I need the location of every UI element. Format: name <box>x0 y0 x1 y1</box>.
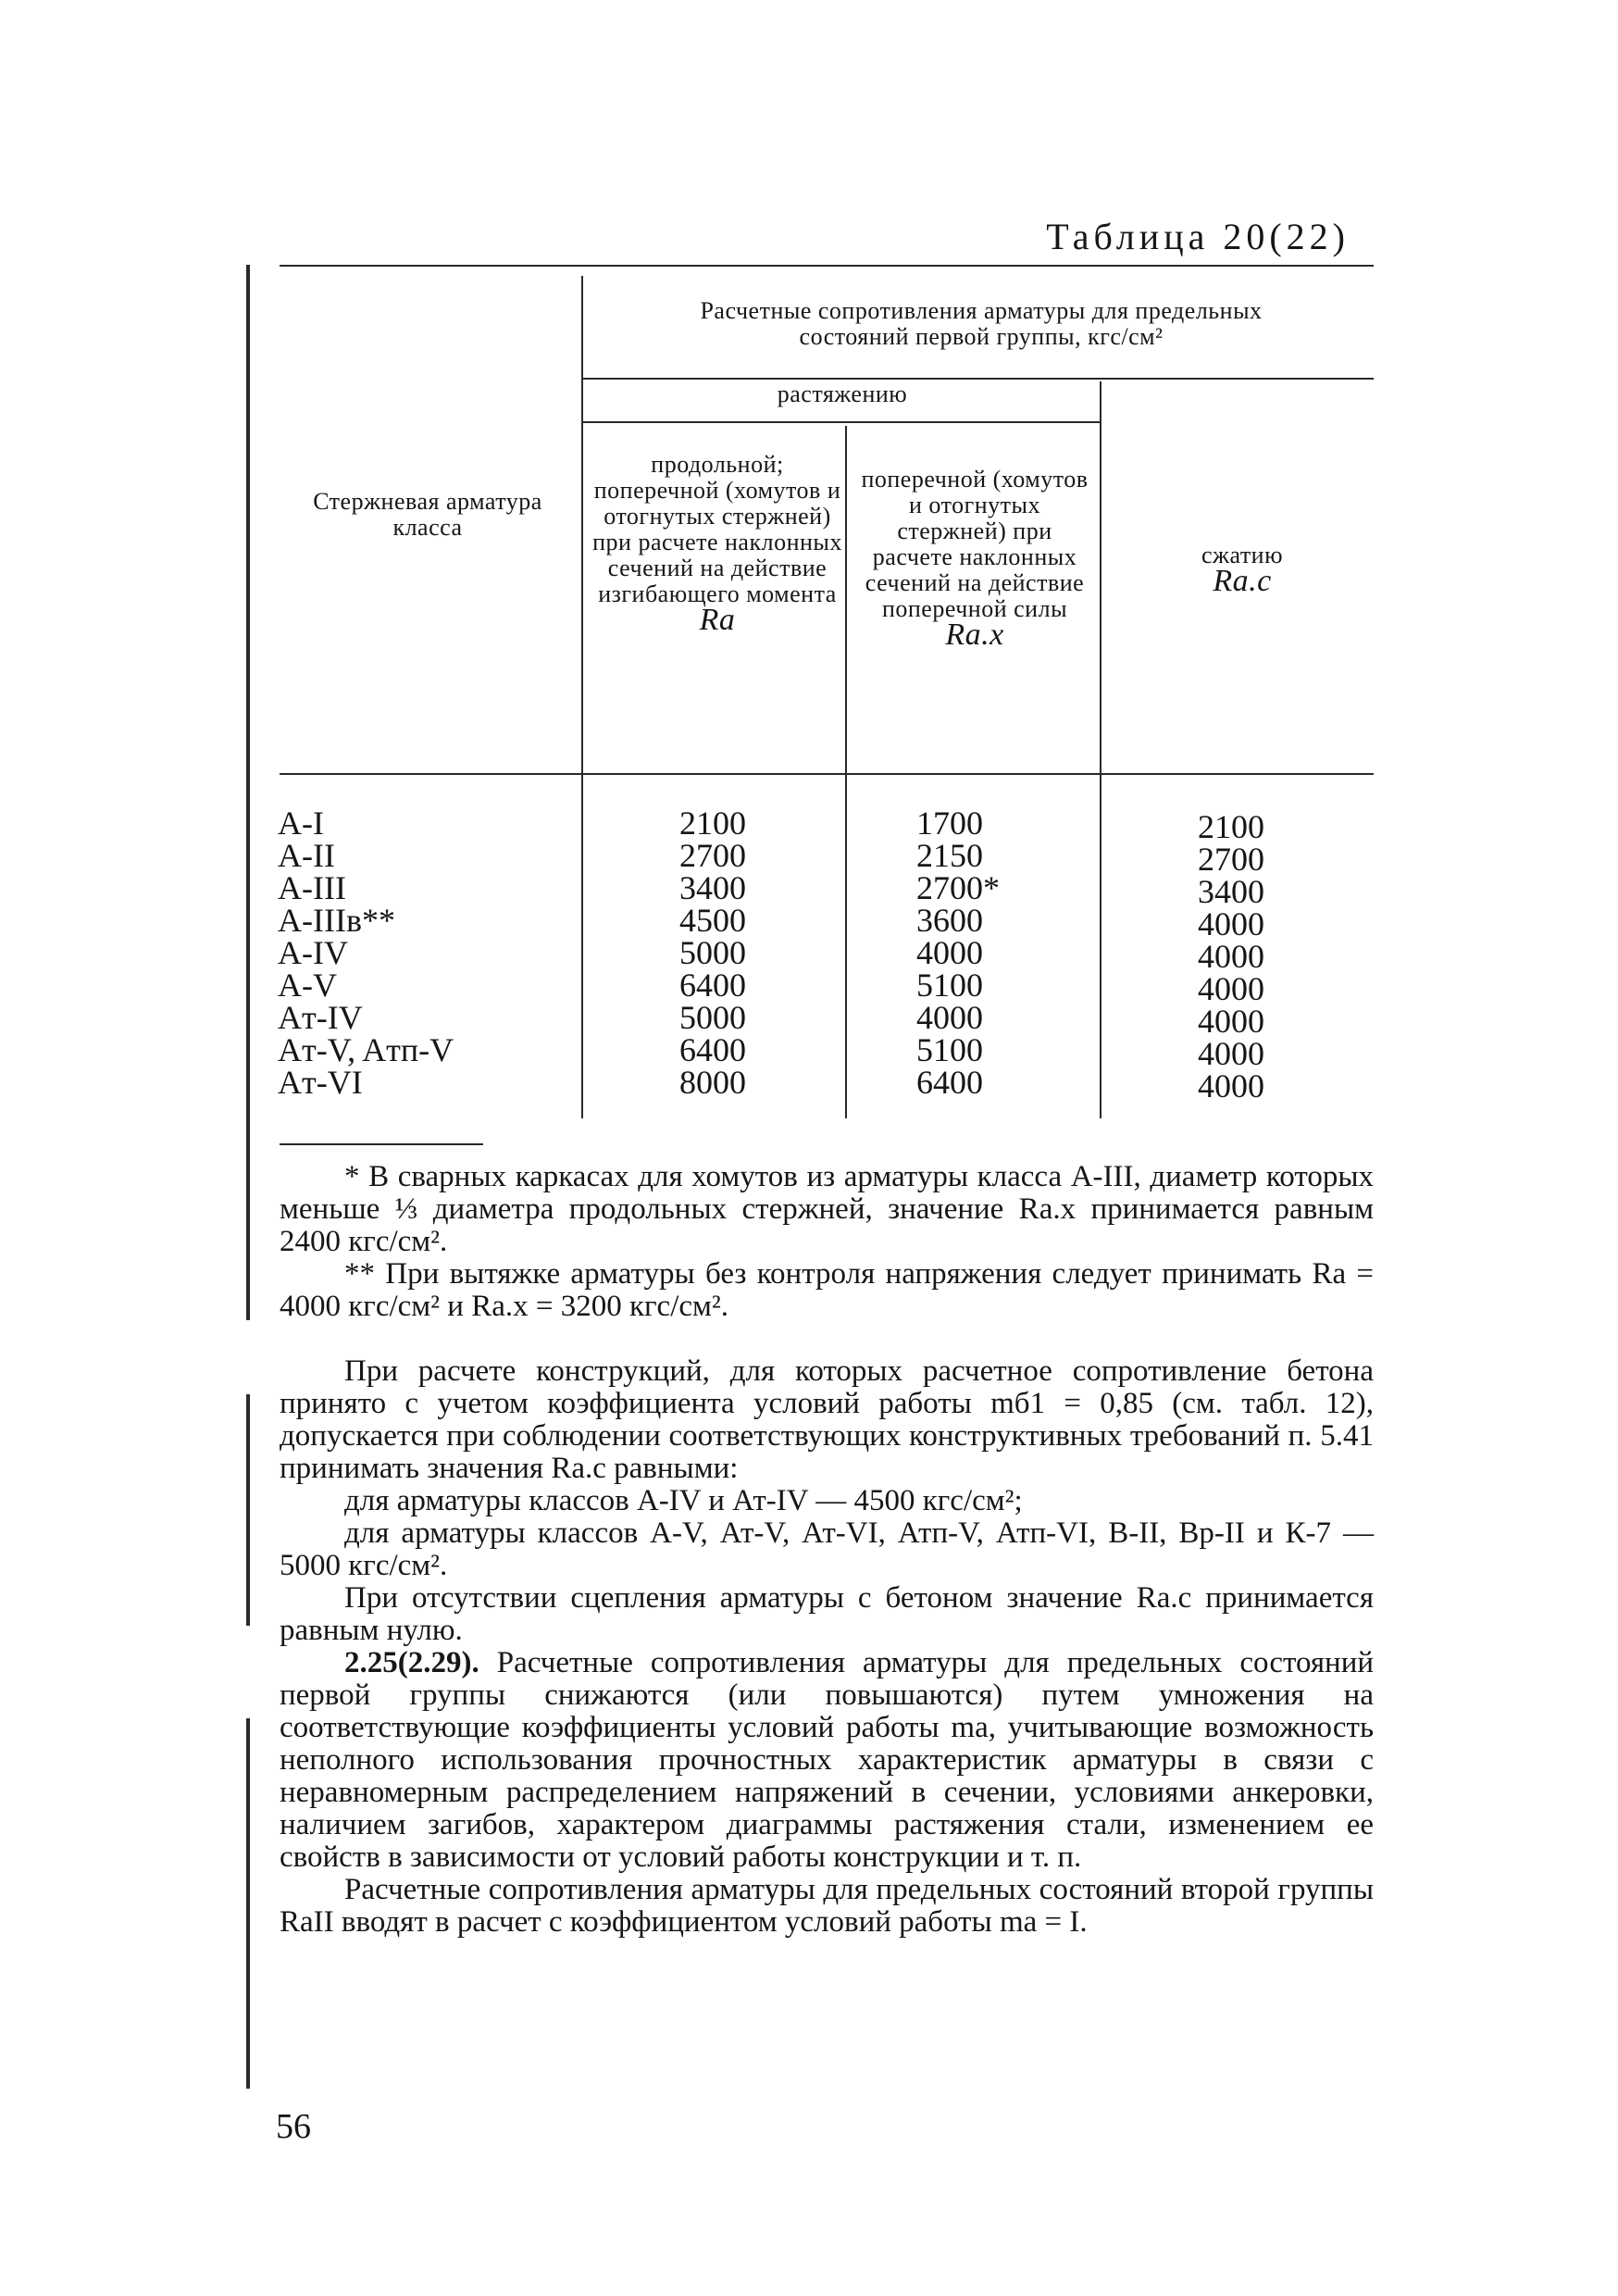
margin-bar <box>246 265 250 1320</box>
table-cell: 5100 <box>916 1031 983 1068</box>
symbol-rac: Rа.с <box>1213 564 1272 598</box>
header-main: Расчетные сопротивления арматуры для предельных состояний первой группы, кгс/см² <box>700 297 1263 350</box>
table-cell: 3600 <box>916 902 983 939</box>
table-cell: A-IIIв** <box>278 902 395 939</box>
section-number: 2.25(2.29). <box>344 1646 479 1679</box>
table-top-rule <box>280 265 1374 267</box>
table-cell: 4000 <box>1198 1035 1264 1072</box>
table-cell: 4000 <box>916 934 983 971</box>
table-cell: 2100 <box>1198 808 1264 845</box>
col-ra <box>648 807 778 1099</box>
table-cell: 1700 <box>916 805 983 842</box>
table-cell: A-II <box>278 837 335 874</box>
table-cell: 5000 <box>679 934 746 971</box>
table-cell: 4000 <box>916 999 983 1036</box>
col-classes <box>278 807 574 1099</box>
table-cell: A-V <box>278 967 337 1004</box>
table-cell: 8000 <box>679 1064 746 1101</box>
table-cell: 4000 <box>1198 1067 1264 1104</box>
table-cell: 2100 <box>679 805 746 842</box>
col-rac <box>1166 808 1296 1104</box>
header-transverse: поперечной (хомутов и отогнутых стержней) при расчете наклонных сечений на действие поперечной силы Rа.х <box>859 467 1090 648</box>
footnotes <box>280 1161 1374 1323</box>
table-cell: 4000 <box>1198 1003 1264 1040</box>
table-cell: 6400 <box>679 1031 746 1068</box>
paragraph: При расчете конструкций, для которых расчетное сопротивление бетона принято с учетом коэффициента условий работы mб1 = 0,85 (см. табл. 12), допускается при соблюдении соответствующих конструктивных требований п. 5.41 принимать значения Rа.с равными: <box>280 1354 1374 1485</box>
paragraph: Расчетные сопротивления арматуры для предельных состояний первой группы снижаются (или повышаются) путем умножения на соответствующие коэффициенты условий работы mа, учитывающие возможность неполного использования прочностных характеристик арматуры в связи с неравномерным распределением напряжений в сечении, условиями анкеровки, наличием загибов, характером диаграммы растяжения стали, изменением ее свойств в зависимости от условий работы конструкции и т. п. <box>280 1646 1375 1874</box>
table-cell: 5000 <box>679 999 746 1036</box>
table-cell: 5100 <box>916 967 983 1004</box>
table-cell: 6400 <box>916 1064 983 1101</box>
table-cell: A-IV <box>278 934 348 971</box>
header-tension: растяжению <box>777 381 908 407</box>
table-cell: 4000 <box>1198 938 1264 975</box>
footnote-rule <box>280 1143 483 1145</box>
paragraph: для арматуры классов А-IV и Ат-IV — 4500 кгс/см²; <box>344 1484 1023 1517</box>
table-cell: 3400 <box>1198 873 1264 910</box>
body-text <box>280 1355 1374 1939</box>
table-cell: 3400 <box>679 869 746 906</box>
paragraph: для арматуры классов А-V, Ат-V, Ат-VI, Атп-V, Атп-VI, В-II, Вр-II и К-7 — 5000 кгс/см². <box>280 1516 1374 1582</box>
table-cell: 2700* <box>916 869 1000 906</box>
table-cell: A-I <box>278 805 324 842</box>
header-class: Стержневая арматура класса <box>313 488 542 541</box>
table-cell: 6400 <box>679 967 746 1004</box>
table-cell: 2700 <box>1198 841 1264 878</box>
margin-bar <box>246 1394 250 1626</box>
page-number: 56 <box>276 2107 311 2146</box>
paragraph: Расчетные сопротивления арматуры для предельных состояний второй группы RаII вводят в расчет с коэффициентом условий работы mа = I. <box>280 1873 1374 1939</box>
footnote-1: * В сварных каркасах для хомутов из арматуры класса А-III, диаметр которых меньше ⅓ диаметра продольных стержней, значение Rа.х принимается равным 2400 кгс/см². <box>280 1160 1374 1258</box>
table-col-divider <box>1100 381 1101 1118</box>
table-caption: Таблица 20(22) <box>1046 216 1350 257</box>
margin-bar <box>246 1718 250 2089</box>
table-cell: Aт-V, Aтп-V <box>278 1031 454 1068</box>
table-cell: 4000 <box>1198 905 1264 942</box>
symbol-ra: Rа <box>699 603 736 637</box>
footnote-2: ** При вытяжке арматуры без контроля напряжения следует принимать Rа = 4000 кгс/см² и Rа.х = 3200 кгс/см². <box>280 1257 1374 1323</box>
table-cell: A-III <box>278 869 346 906</box>
table-cell: Aт-VI <box>278 1064 363 1101</box>
paragraph: При отсутствии сцепления арматуры с бетоном значение Rа.с принимается равным нулю. <box>280 1581 1374 1647</box>
table-body-rule <box>280 773 1374 775</box>
table-col-divider <box>581 276 583 1118</box>
table-tension-rule <box>581 421 1101 423</box>
header-longitudinal: продольной; поперечной (хомутов и отогнутых стержней) при расчете наклонных сечений на действие изгибающего момента Rа <box>592 451 842 637</box>
table-cell: 2700 <box>679 837 746 874</box>
table-cell: 2150 <box>916 837 983 874</box>
table-cell: 4500 <box>679 902 746 939</box>
table-cell: Aт-IV <box>278 999 363 1036</box>
header-compression: сжатию Rа.с <box>1111 543 1374 594</box>
table-header-rule <box>581 378 1374 380</box>
table-col-divider <box>845 426 847 1118</box>
symbol-rax: Rа.х <box>945 618 1004 652</box>
table-cell: 4000 <box>1198 970 1264 1007</box>
col-rax <box>916 807 1027 1099</box>
